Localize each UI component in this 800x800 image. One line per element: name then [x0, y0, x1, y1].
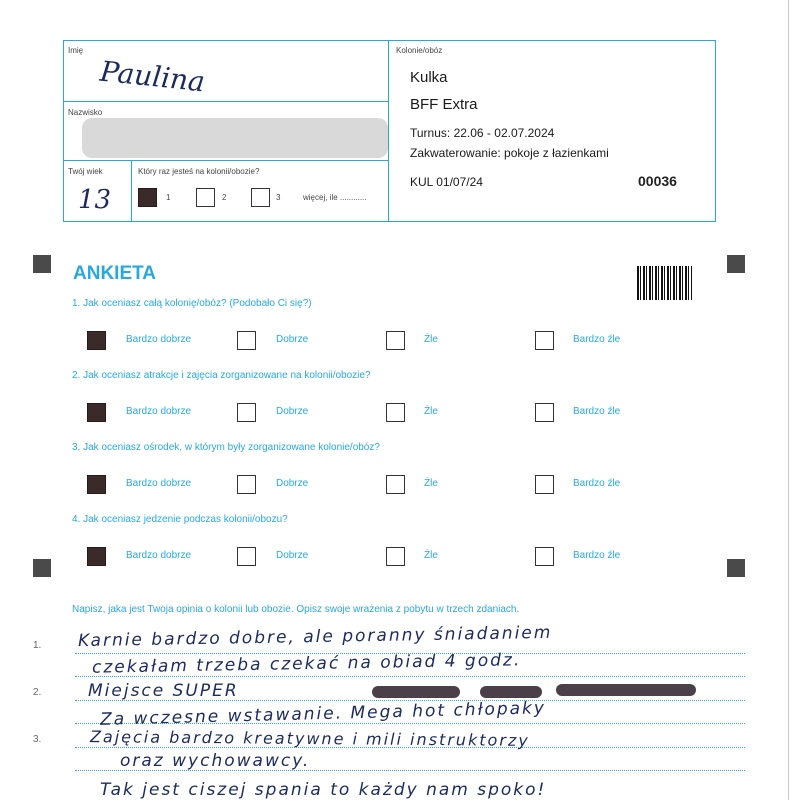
handwritten-line-4: Za wczesne wstawanie. Mega hot chłopaky	[99, 698, 547, 730]
rating-option-label: Dobrze	[276, 334, 309, 345]
times-more: więcej, ile ............	[303, 193, 367, 202]
rating-option-label: Bardzo dobrze	[126, 406, 192, 417]
turnus: Turnus: 22.06 - 02.07.2024	[410, 126, 555, 140]
rating-option-label: Źle	[424, 550, 438, 561]
age-label: Twój wiek	[68, 167, 103, 176]
rating-option-label: Źle	[424, 406, 438, 417]
rating-option-label: Dobrze	[276, 406, 309, 417]
rating-option-label: Bardzo źle	[573, 406, 621, 417]
rating-option-label: Źle	[424, 478, 438, 489]
rating-option-label: Bardzo źle	[573, 334, 621, 345]
rating-option-label: Bardzo źle	[573, 550, 621, 561]
question-text: 4. Jak oceniasz jedzenie podczas kolonii/obozu?	[72, 514, 288, 525]
rating-option-label: Bardzo dobrze	[126, 550, 192, 561]
header-divider-age	[131, 160, 132, 221]
registration-marker	[727, 559, 745, 577]
rating-checkbox[interactable]	[535, 547, 554, 566]
name-value[interactable]: Paulina	[98, 54, 207, 99]
camp-name: Kulka	[410, 69, 448, 86]
rating-checkbox[interactable]	[87, 475, 106, 494]
rating-checkbox[interactable]	[386, 403, 405, 422]
handwritten-line-3: Miejsce SUPER	[88, 681, 239, 701]
times-checkbox-2[interactable]	[196, 188, 215, 207]
rating-checkbox[interactable]	[237, 331, 256, 350]
rating-option-label: Bardzo źle	[573, 478, 621, 489]
rating-checkbox[interactable]	[87, 403, 106, 422]
accommodation: Zakwaterowanie: pokoje z łazienkami	[410, 146, 609, 160]
registration-marker	[727, 255, 745, 273]
registration-marker	[33, 559, 51, 577]
surname-label: Nazwisko	[68, 108, 103, 117]
rating-checkbox[interactable]	[386, 547, 405, 566]
header-divider-vertical	[388, 40, 389, 221]
line-number: 1.	[33, 640, 42, 651]
rating-option-label: Dobrze	[276, 478, 309, 489]
handwritten-line-5: Zajęcia bardzo kreatywne i mili instruktorzy	[89, 727, 530, 750]
rating-option-label: Źle	[424, 334, 438, 345]
registration-marker	[33, 255, 51, 273]
opinion-prompt: Napisz, jaka jest Twoja opinia o kolonii lub obozie. Opisz swoje wrażenia z pobytu w trzech zdaniach.	[72, 604, 520, 615]
handwritten-line-2: czekałam trzeba czekać na obiad 4 godz.	[91, 650, 522, 678]
rating-checkbox[interactable]	[535, 403, 554, 422]
rating-checkbox[interactable]	[386, 331, 405, 350]
times-checkbox-1[interactable]	[138, 188, 157, 207]
header-divider-name	[63, 101, 389, 102]
times-checkbox-3[interactable]	[251, 188, 270, 207]
crossed-out-text	[556, 684, 696, 696]
page-edge	[788, 0, 789, 800]
camp-label: Kolonie/obóz	[396, 46, 443, 55]
rating-checkbox[interactable]	[87, 331, 106, 350]
handwritten-line-1: Karnie bardzo dobre, ale poranny śniadaniem	[77, 622, 553, 652]
crossed-out-text	[480, 686, 542, 698]
rating-checkbox[interactable]	[237, 547, 256, 566]
crossed-out-text	[372, 686, 460, 698]
handwritten-line-7: Tak jest ciszej spania to każdy nam spoko!	[100, 780, 547, 800]
rating-checkbox[interactable]	[237, 403, 256, 422]
times-option-2: 2	[222, 193, 227, 202]
name-label: Imię	[68, 46, 84, 55]
times-option-3: 3	[276, 193, 281, 202]
rating-option-label: Dobrze	[276, 550, 309, 561]
rating-option-label: Bardzo dobrze	[126, 334, 192, 345]
header-divider-surname	[63, 160, 389, 161]
rating-checkbox[interactable]	[535, 475, 554, 494]
form-number: 00036	[638, 173, 677, 189]
times-label: Który raz jesteś na kolonii/obozie?	[138, 167, 260, 176]
question-text: 2. Jak oceniasz atrakcje i zajęcia zorganizowane na kolonii/obozie?	[72, 370, 371, 381]
camp-type: BFF Extra	[410, 96, 478, 113]
rating-checkbox[interactable]	[386, 475, 405, 494]
rating-checkbox[interactable]	[535, 331, 554, 350]
rating-option-label: Bardzo dobrze	[126, 478, 192, 489]
rating-checkbox[interactable]	[87, 547, 106, 566]
surname-redaction	[82, 118, 388, 158]
times-option-1: 1	[166, 193, 171, 202]
handwritten-line-6: oraz wychowawcy.	[120, 751, 311, 771]
survey-title: ANKIETA	[73, 263, 157, 284]
question-text: 3. Jak oceniasz ośrodek, w którym były zorganizowane kolonie/obóz?	[72, 442, 380, 453]
line-number: 3.	[33, 734, 42, 745]
question-text: 1. Jak oceniasz całą kolonię/obóz? (Podobało Ci się?)	[72, 298, 312, 309]
age-value[interactable]: 13	[78, 185, 112, 215]
rating-checkbox[interactable]	[237, 475, 256, 494]
line-number: 2.	[33, 687, 42, 698]
camp-code: KUL 01/07/24	[410, 175, 483, 189]
barcode	[637, 266, 692, 300]
